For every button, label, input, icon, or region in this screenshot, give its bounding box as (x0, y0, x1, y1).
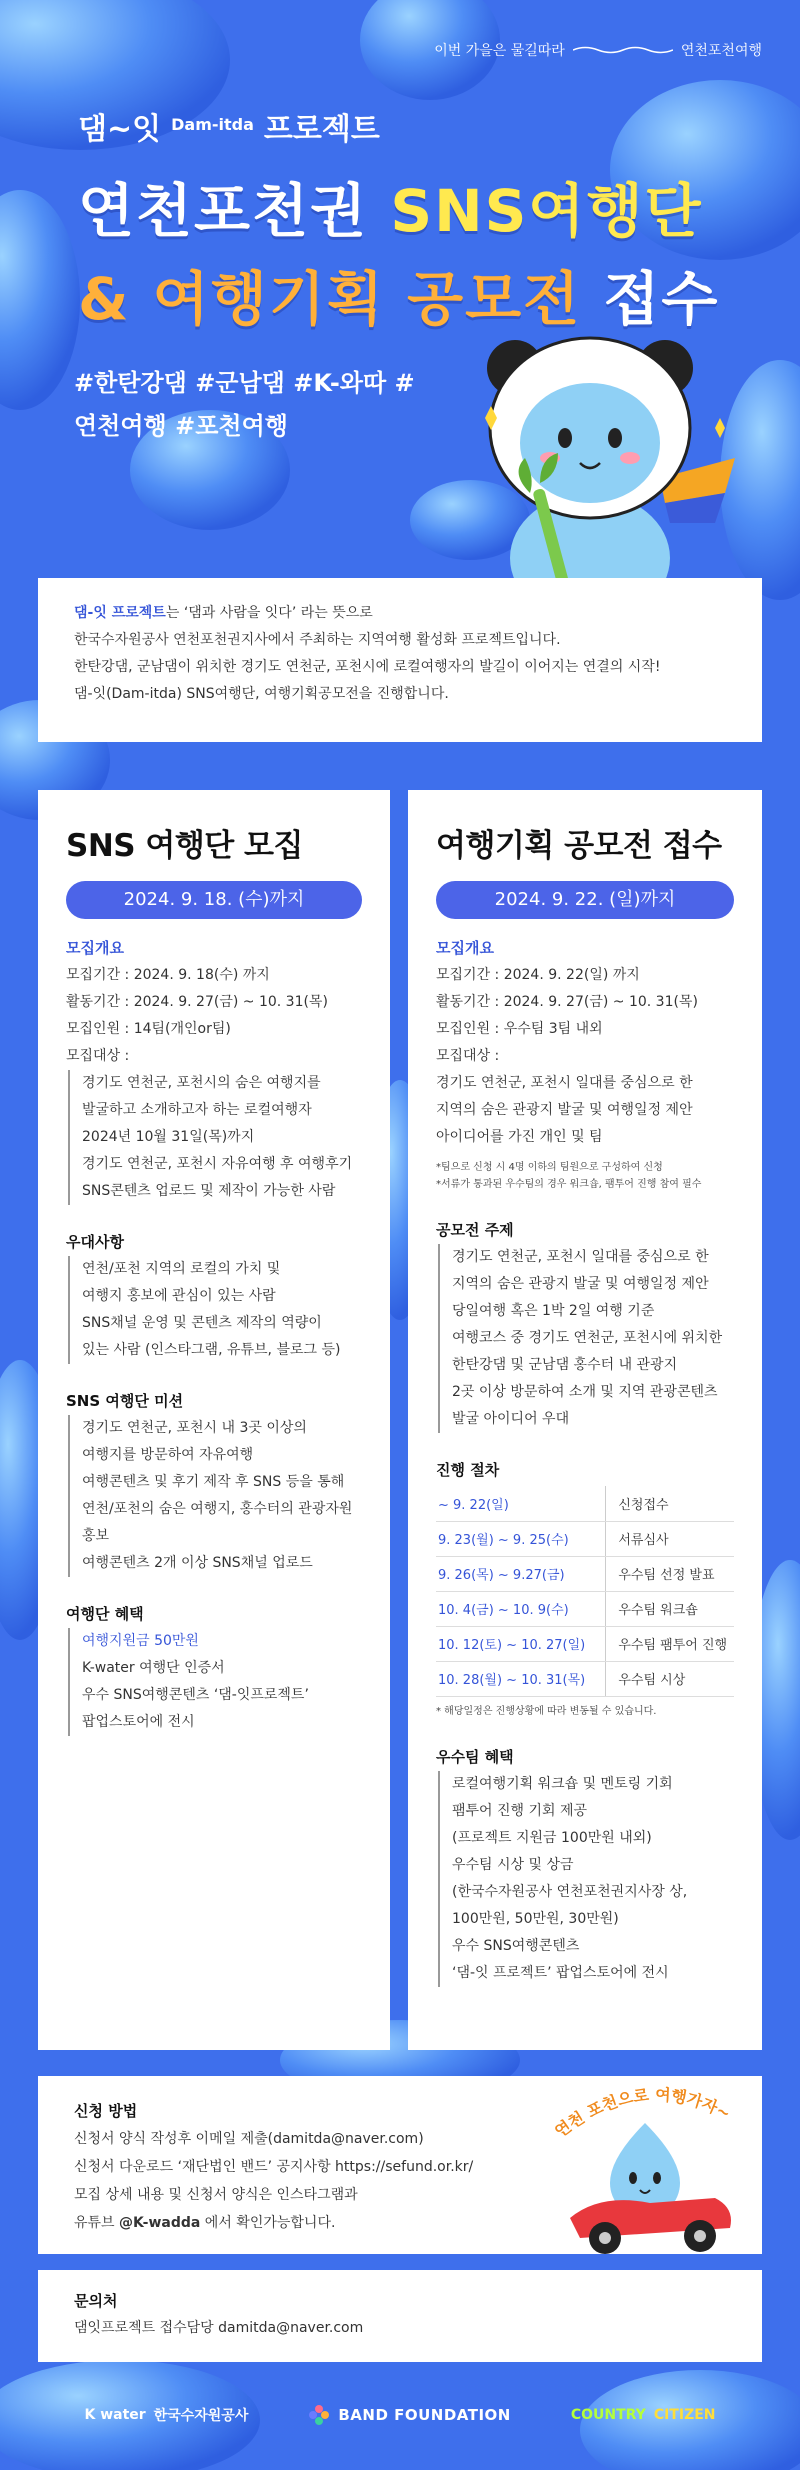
band-foundation-logo (308, 2404, 511, 2426)
apply-line-4-pre: 유튜브 (74, 2215, 120, 2231)
sns-pref-title: 우대사항 (66, 1233, 124, 1251)
main-title-line1 (78, 164, 703, 248)
dam-itda-logo-text: 댐~잇 (78, 112, 162, 147)
sns-mission-item (68, 1550, 362, 1577)
table-row (436, 1661, 734, 1696)
intro-line-1 (74, 600, 726, 627)
intro-line-1-rest: 는 ‘댐과 사람을 잇다’ 라는 뜻으로 (165, 605, 373, 621)
contest-overview-line: 모집기간 : 2024. 9. 22(일) 까지 (436, 967, 640, 983)
intro-line-4: 댐-잇(Dam-itda) SNS여행단, 여행기획공모전을 진행합니다. (74, 686, 449, 702)
contact-box (38, 2270, 762, 2362)
sns-mission-text: 여행콘텐츠 및 후기 제작 후 SNS 등을 통해 (82, 1474, 345, 1490)
contest-benefit-title: 우수팀 혜택 (436, 1747, 514, 1766)
sns-pref-text: SNS채널 운영 및 콘텐츠 제작의 역량이 (82, 1315, 322, 1331)
contest-theme-text: 발굴 아이디어 우대 (452, 1411, 570, 1427)
sns-benefit-item (68, 1628, 362, 1655)
contest-theme-text: 여행코스 중 경기도 연천군, 포천시에 위치한 (452, 1330, 723, 1346)
sns-overview-line: 모집대상 : (66, 1048, 130, 1064)
sns-pref-text: 있는 사람 (인스타그램, 유튜브, 블로그 등) (82, 1342, 341, 1358)
table-row (436, 1486, 734, 1521)
sns-benefit-text: 팝업스토어에 전시 (82, 1714, 195, 1730)
contest-overview-line: 아이디어를 가진 개인 및 팀 (436, 1129, 603, 1145)
sns-deadline-pill: 2024. 9. 18. (수)까지 (66, 881, 362, 919)
contest-theme-text: 2곳 이상 방문하여 소개 및 지역 관광콘텐츠 (452, 1384, 718, 1400)
title2-part-b: 접수 (603, 265, 720, 333)
mascot-speech-path: 연천 포천으로 여행가자~ (551, 2085, 734, 2142)
sns-pref-text: 연천/포천 지역의 로컬의 가치 및 (82, 1261, 281, 1277)
contest-benefit-text: ‘댐-잇 프로젝트’ 팝업스토어에 전시 (452, 1964, 669, 1981)
contest-note-text: *서류가 통과된 우수팀의 경우 워크숍, 팸투어 진행 참여 필수 (436, 1179, 702, 1190)
sns-benefit-text: 우수 SNS여행콘텐츠 ‘댐-잇프로젝트’ (82, 1687, 309, 1703)
contest-deadline-pill: 2024. 9. 22. (일)까지 (436, 881, 734, 919)
apply-line-4-post: 에서 확인가능합니다. (200, 2215, 336, 2231)
apply-line-2: 신청서 다운로드 ‘재단법인 밴드’ 공지사항 https://sefund.or.kr/ (74, 2159, 474, 2175)
apply-instagram-handle: @K-wadda (119, 2215, 201, 2231)
step-name: 우수팀 시상 (606, 1661, 734, 1696)
contest-benefit-text: 로컬여행기획 워크숍 및 멘토링 기회 (452, 1775, 673, 1792)
contest-overview-line: 모집대상 : (436, 1048, 500, 1064)
sns-mission-text: 홍보 (82, 1528, 110, 1544)
step-name: 우수팀 팸투어 진행 (606, 1626, 734, 1661)
step-date: 10. 12(토) ~ 10. 27(일) (436, 1626, 606, 1661)
intro-line-3: 한탄강댐, 군남댐이 위치한 경기도 연천군, 포천시에 로컬여행자의 발길이 이어지는 연결의 시작! (74, 659, 661, 675)
sns-mission-item (68, 1415, 362, 1469)
footer-logos (0, 2390, 800, 2440)
step-date: ~ 9. 22(일) (436, 1486, 606, 1521)
project-word: 프로젝트 (263, 112, 380, 147)
contest-benefit-item (438, 1933, 734, 1987)
country-word: COUNTRY (570, 2407, 646, 2423)
contest-overview-line: 모집인원 : 우수팀 3팀 내외 (436, 1021, 603, 1037)
contest-note-text: *팀으로 신청 시 4명 이하의 팀원으로 구성하여 신청 (436, 1162, 663, 1173)
title1-part-a: 연천포천권 (78, 177, 391, 245)
contest-benefit-text: 우수 SNS여행콘텐츠 (452, 1937, 580, 1954)
table-row (436, 1521, 734, 1556)
country-citizen-logo (571, 2407, 716, 2423)
band-flower-icon (308, 2404, 330, 2426)
contest-overview-title: 모집개요 (436, 939, 494, 957)
contest-benefit-text: 100만원, 50만원, 30만원) (452, 1910, 619, 1927)
contest-theme-text: 당일여행 혹은 1박 2일 여행 기준 (452, 1303, 655, 1319)
title2-part-a: & 여행기획 공모전 (78, 265, 604, 333)
sns-benefit-title: 여행단 혜택 (66, 1605, 144, 1623)
contest-title: 여행기획 공모전 접수 (436, 828, 722, 864)
top-strip-right: 연천포천여행 (680, 43, 762, 59)
mascot-car-character (540, 2068, 750, 2258)
intro-line-2: 한국수자원공사 연천포천권지사에서 주최하는 지역여행 활성화 프로젝트입니다. (74, 632, 561, 648)
contest-overview-line: 지역의 숨은 관광지 발굴 및 여행일정 제안 (436, 1102, 693, 1118)
contest-steps-table (436, 1486, 734, 1697)
sns-target-text: 2024년 10월 31일(목)까지 (82, 1129, 255, 1145)
table-row (436, 1556, 734, 1591)
contact-title: 문의처 (74, 2292, 118, 2310)
step-name: 우수팀 워크숍 (606, 1591, 734, 1626)
apply-line-3: 모집 상세 내용 및 신청서 양식은 인스타그램과 (74, 2187, 358, 2203)
top-strip (434, 40, 762, 60)
contest-benefit-item (438, 1798, 734, 1852)
step-date: 9. 26(목) ~ 9.27(금) (436, 1556, 606, 1591)
sns-benefit-item (68, 1682, 362, 1736)
apply-title: 신청 방법 (74, 2102, 138, 2120)
sns-mission-text: 여행콘텐츠 2개 이상 SNS채널 업로드 (82, 1555, 313, 1571)
title1-part-b: SNS여행단 (390, 177, 703, 245)
citizen-word: CITIZEN (653, 2407, 716, 2423)
contest-theme-text: 경기도 연천군, 포천시 일대를 중심으로 한 (452, 1249, 709, 1265)
apply-line-1: 신청서 양식 작성후 이메일 제출(damitda@naver.com) (74, 2131, 424, 2147)
contest-benefit-text: 팸투어 진행 기회 제공 (452, 1802, 588, 1819)
sns-pref-text: 여행지 홍보에 관심이 있는 사람 (82, 1288, 276, 1304)
kwater-logo (84, 2405, 248, 2425)
project-line (78, 104, 380, 148)
table-row (436, 1626, 734, 1661)
step-date: 10. 4(금) ~ 10. 9(수) (436, 1591, 606, 1626)
sns-mission-text: 경기도 연천군, 포천시 내 3곳 이상의 (82, 1420, 307, 1436)
contest-benefit-item (438, 1771, 734, 1798)
hashtags: #한탄강댐 #군남댐 #K-와따 #연천여행 #포천여행 (74, 369, 415, 440)
contest-benefit-item (438, 1852, 734, 1933)
contest-benefit-text: (프로젝트 지원금 100만원 내외) (452, 1829, 652, 1846)
sns-overview-line: 모집기간 : 2024. 9. 18(수) 까지 (66, 967, 270, 983)
kwater-name: 한국수자원공사 (153, 2408, 249, 2424)
contest-overview-line: 활동기간 : 2024. 9. 27(금) ~ 10. 31(목) (436, 994, 698, 1010)
sns-pref-item (68, 1256, 362, 1310)
sns-recruit-title: SNS 여행단 모집 (66, 828, 303, 864)
contest-benefit-text: 우수팀 시상 및 상금 (452, 1856, 574, 1873)
step-name: 신청접수 (606, 1486, 734, 1521)
sns-mission-title: SNS 여행단 미션 (66, 1392, 184, 1410)
table-row (436, 1591, 734, 1626)
intro-accent: 댐-잇 프로젝트 (74, 605, 166, 621)
sns-target-text: 경기도 연천군, 포천시의 숨은 여행지를 (82, 1075, 321, 1091)
sns-overview-line: 활동기간 : 2024. 9. 27(금) ~ 10. 31(목) (66, 994, 328, 1010)
contest-theme-title: 공모전 주제 (436, 1221, 514, 1239)
contest-overview-line: 경기도 연천군, 포천시 일대를 중심으로 한 (436, 1075, 693, 1091)
contest-theme-text: 지역의 숨은 관광지 발굴 및 여행일정 제안 (452, 1276, 709, 1292)
step-date: 9. 23(월) ~ 9. 25(수) (436, 1521, 606, 1556)
contest-benefit-text: (한국수자원공사 연천포천권지사장 상, (452, 1883, 688, 1900)
sns-recruit-column (38, 790, 390, 2050)
contest-theme-item (438, 1298, 734, 1433)
sns-mission-text: 연천/포천의 숨은 여행지, 홍수터의 관광자원 (82, 1501, 353, 1517)
sns-overview-title: 모집개요 (66, 939, 124, 957)
contest-note (436, 1159, 734, 1193)
sns-mission-text: 여행지를 방문하여 자유여행 (82, 1447, 254, 1463)
step-name: 서류심사 (606, 1521, 734, 1556)
sns-target-item (68, 1124, 362, 1205)
band-foundation-name: BAND FOUNDATION (338, 2406, 511, 2424)
kwater-mark: K water (84, 2407, 146, 2423)
contest-column (408, 790, 762, 2050)
sns-mission-item (68, 1469, 362, 1550)
sns-target-text: 경기도 연천군, 포천시 자유여행 후 여행후기 (82, 1156, 353, 1172)
intro-box (38, 578, 762, 742)
sns-target-text: SNS콘텐츠 업로드 및 제작이 가능한 사람 (82, 1183, 336, 1199)
sns-overview-line: 모집인원 : 14팀(개인or팀) (66, 1021, 231, 1037)
sns-target-text: 발굴하고 소개하고자 하는 로컬여행자 (82, 1102, 312, 1118)
sns-benefit-item (68, 1655, 362, 1682)
step-name: 우수팀 선정 발표 (606, 1556, 734, 1591)
wave-line-icon (573, 45, 673, 55)
dam-itda-english: Dam-itda (171, 115, 254, 134)
sns-target-item (68, 1070, 362, 1124)
sns-benefit-text: 여행지원금 50만원 (82, 1633, 199, 1649)
contest-theme-text: 한탄강댐 및 군남댐 홍수터 내 관광지 (452, 1357, 678, 1373)
contact-line: 댐잇프로젝트 접수담당 damitda@naver.com (74, 2320, 364, 2336)
top-strip-left: 이번 가을은 물길따라 (434, 43, 565, 59)
step-date: 10. 28(월) ~ 10. 31(목) (436, 1661, 606, 1696)
contest-steps-title: 진행 절차 (436, 1461, 500, 1479)
contest-theme-item (438, 1244, 734, 1298)
sns-benefit-text: K-water 여행단 인증서 (82, 1660, 225, 1676)
sns-pref-item (68, 1310, 362, 1364)
steps-note: * 해당일정은 진행상황에 따라 변동될 수 있습니다. (436, 1705, 657, 1717)
